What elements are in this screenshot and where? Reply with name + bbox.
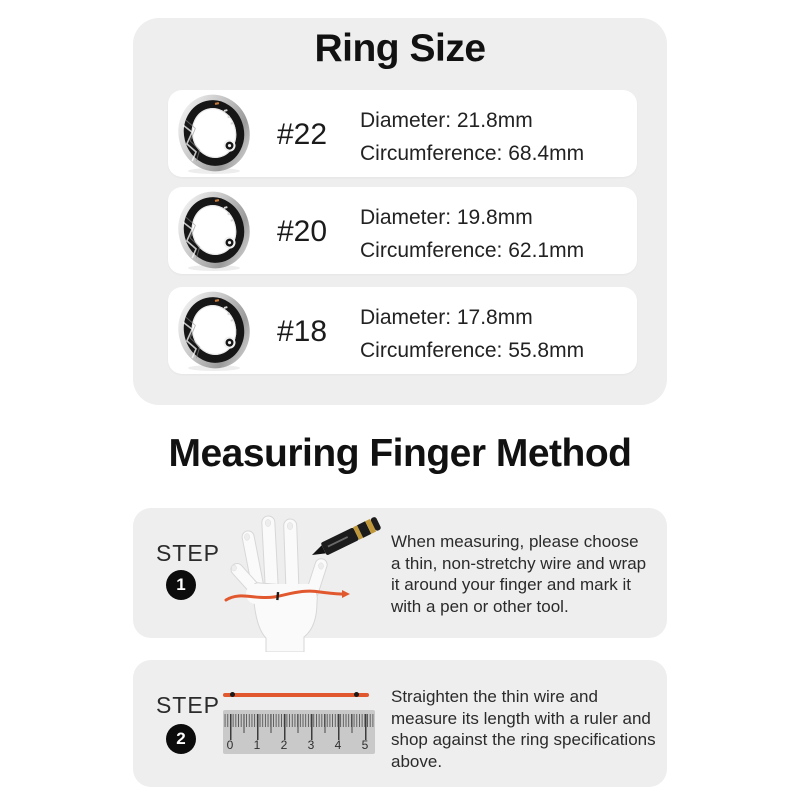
ruler-number: 1 [253,738,261,752]
ring-size-label: #22 [276,118,328,151]
step-number-badge: 1 [166,570,196,600]
ring-diameter-value: Diameter: 19.8mm [360,205,533,229]
ring-circumference-value: Circumference: 62.1mm [360,238,585,262]
smart-ring-image [170,289,258,372]
step-label: STEP [155,692,221,718]
ring-diameter-value: Diameter: 21.8mm [360,108,533,132]
step-instruction-line: a thin, non-stretchy wire and wrap [391,553,647,573]
step-2-instructions [391,686,663,773]
hand-with-wire-illustration [212,510,390,652]
ruler-number: 3 [307,738,315,752]
wire-line [223,693,369,697]
ruler-number: 0 [226,738,234,752]
step-instruction-line: When measuring, please choose [391,532,639,551]
smart-ring-image [170,92,258,175]
wire-end-dot [354,692,359,697]
wire-end-dot [230,692,235,697]
marker-pen-icon [309,516,382,561]
ring-spec-block [360,301,600,367]
step-instruction-line: measure its length with a ruler and [391,708,651,728]
measuring-method-title: Measuring Finger Method [168,432,632,475]
step-instruction-line: it around your finger and mark it [391,575,632,595]
ring-size-label: #20 [276,215,328,248]
ruler-graphic [223,710,375,754]
smart-ring-image [170,189,258,272]
ring-size-title: Ring Size [314,27,486,70]
ring-size-label: #18 [276,315,328,348]
step-label: STEP [155,540,221,566]
wire-arrow [342,590,350,598]
step-instruction-line: above. [391,752,443,772]
ruler-number: 4 [334,738,342,752]
ring-circumference-value: Circumference: 55.8mm [360,338,585,362]
step-1-instructions [391,531,663,618]
ruler-number: 2 [280,738,288,752]
ring-circumference-value: Circumference: 68.4mm [360,141,585,165]
hand-graphic [229,516,329,652]
step-instruction-line: shop against the ring specifications [391,730,656,750]
step-number-badge: 2 [166,724,196,754]
ruler-number: 5 [361,738,369,752]
ring-spec-block [360,201,600,267]
ring-spec-block [360,104,600,170]
step-instruction-line: Straighten the thin wire and [391,687,598,706]
step-instruction-line: with a pen or other tool. [391,597,569,617]
ring-diameter-value: Diameter: 17.8mm [360,305,533,329]
